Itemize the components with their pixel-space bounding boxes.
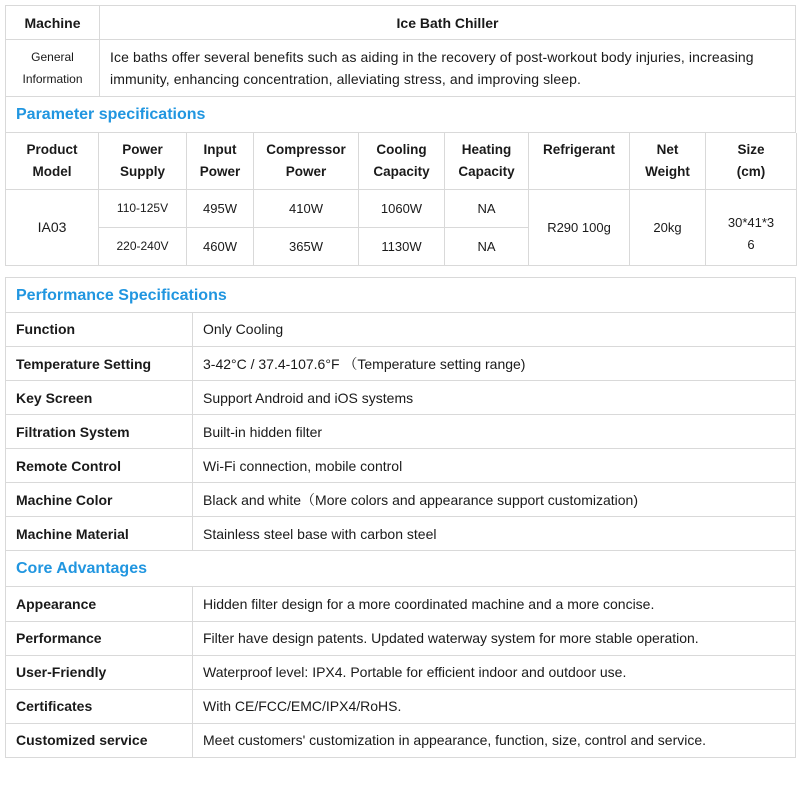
spec-key: Remote Control — [6, 449, 193, 483]
refrigerant-cell: R290 100g — [529, 189, 630, 265]
header-cooling-capacity — [359, 133, 445, 189]
parameter-section-title: Parameter specifications — [5, 97, 796, 133]
cell-text-line: Supply — [119, 163, 165, 179]
cell-text-line: Capacity — [373, 163, 430, 179]
spec-key: Key Screen — [6, 381, 193, 415]
compressor-power-cell: 365W — [254, 227, 359, 265]
cell-text-line: Power — [285, 163, 327, 179]
spec-key: Machine Material — [6, 517, 193, 551]
advantage-row — [6, 689, 796, 723]
general-info-label-line2: Information — [22, 72, 83, 86]
machine-header-table — [5, 5, 796, 97]
cell-text-line: 6 — [747, 237, 755, 252]
cell-text-line: Power — [199, 163, 241, 179]
spec-row — [6, 347, 796, 381]
machine-row — [6, 6, 796, 40]
spec-row — [6, 415, 796, 449]
general-info-label — [6, 40, 100, 97]
input-power-cell: 460W — [187, 227, 254, 265]
parameter-header-row — [6, 133, 797, 189]
core-advantages-table — [5, 587, 796, 758]
general-info-row — [6, 40, 796, 97]
size-cell — [706, 189, 797, 265]
cell-text-line: 30*41*3 — [727, 215, 775, 230]
advantage-row — [6, 723, 796, 757]
cell-text-line: Size — [737, 141, 765, 157]
advantage-value: With CE/FCC/EMC/IPX4/RoHS. — [193, 689, 796, 723]
cell-text-line: Model — [32, 163, 72, 179]
advantage-row — [6, 655, 796, 689]
header-net-weight — [630, 133, 706, 189]
cell-text-line: Product — [26, 141, 78, 157]
header-input-power — [187, 133, 254, 189]
spec-row — [6, 449, 796, 483]
header-size — [706, 133, 797, 189]
power-supply-cell: 220-240V — [99, 227, 187, 265]
advantage-key: Performance — [6, 621, 193, 655]
cell-text-line: Input — [203, 141, 237, 157]
heating-capacity-cell: NA — [445, 189, 529, 227]
heating-capacity-cell: NA — [445, 227, 529, 265]
spec-value: 3-42°C / 37.4-107.6°F （Temperature setting range) — [193, 347, 796, 381]
performance-table — [5, 313, 796, 552]
advantage-value: Filter have design patents. Updated waterway system for more stable operation. — [193, 621, 796, 655]
cell-text-line: Net — [656, 141, 679, 157]
model-cell: IA03 — [6, 189, 99, 265]
advantage-value: Hidden filter design for a more coordinated machine and a more concise. — [193, 587, 796, 621]
spec-row — [6, 313, 796, 347]
cell-text-line: Weight — [645, 163, 690, 179]
parameter-row — [6, 189, 797, 227]
compressor-power-cell: 410W — [254, 189, 359, 227]
net-weight-cell: 20kg — [630, 189, 706, 265]
advantage-row — [6, 621, 796, 655]
spec-key: Temperature Setting — [6, 347, 193, 381]
advantage-key: Customized service — [6, 723, 193, 757]
header-power-supply — [99, 133, 187, 189]
spec-value: Stainless steel base with carbon steel — [193, 517, 796, 551]
advantage-key: Certificates — [6, 689, 193, 723]
advantage-value: Meet customers' customization in appearance, function, size, control and service. — [193, 723, 796, 757]
cooling-capacity-cell: 1130W — [359, 227, 445, 265]
spec-row — [6, 381, 796, 415]
cell-text-line: Power — [122, 141, 163, 157]
machine-label: Machine — [6, 6, 100, 40]
cell-text-line: Capacity — [458, 163, 515, 179]
cell-text-line: Cooling — [376, 141, 427, 157]
spec-value: Only Cooling — [193, 313, 796, 347]
general-info-label-line1: General — [31, 50, 74, 64]
cell-text-line: Heating — [461, 141, 512, 157]
general-info-text: Ice baths offer several benefits such as aiding in the recovery of post-workout body injuries, increasing immunity, enhancing concentration, alleviating stress, and improving sleep. — [100, 40, 796, 97]
advantage-key: Appearance — [6, 587, 193, 621]
spec-value: Support Android and iOS systems — [193, 381, 796, 415]
header-product-model — [6, 133, 99, 189]
advantage-key: User-Friendly — [6, 655, 193, 689]
advantage-row — [6, 587, 796, 621]
header-compressor-power — [254, 133, 359, 189]
advantage-value: Waterproof level: IPX4. Portable for efficient indoor and outdoor use. — [193, 655, 796, 689]
spec-value: Wi-Fi connection, mobile control — [193, 449, 796, 483]
header-refrigerant — [529, 133, 630, 189]
parameter-table — [5, 133, 797, 266]
spec-row — [6, 483, 796, 517]
cell-text-line: Refrigerant — [542, 142, 615, 157]
spec-row — [6, 517, 796, 551]
core-advantages-section-title: Core Advantages — [5, 551, 796, 587]
power-supply-cell: 110-125V — [99, 189, 187, 227]
header-heating-capacity — [445, 133, 529, 189]
cell-text-line: Compressor — [266, 141, 346, 157]
input-power-cell: 495W — [187, 189, 254, 227]
spec-key: Filtration System — [6, 415, 193, 449]
machine-name: Ice Bath Chiller — [100, 6, 796, 40]
cooling-capacity-cell: 1060W — [359, 189, 445, 227]
spec-value: Built-in hidden filter — [193, 415, 796, 449]
performance-section-title: Performance Specifications — [5, 277, 796, 313]
spec-value: Black and white（More colors and appearance support customization) — [193, 483, 796, 517]
cell-text-line: (cm) — [736, 163, 766, 179]
spec-key: Function — [6, 313, 193, 347]
spec-sheet — [5, 5, 796, 758]
spec-key: Machine Color — [6, 483, 193, 517]
